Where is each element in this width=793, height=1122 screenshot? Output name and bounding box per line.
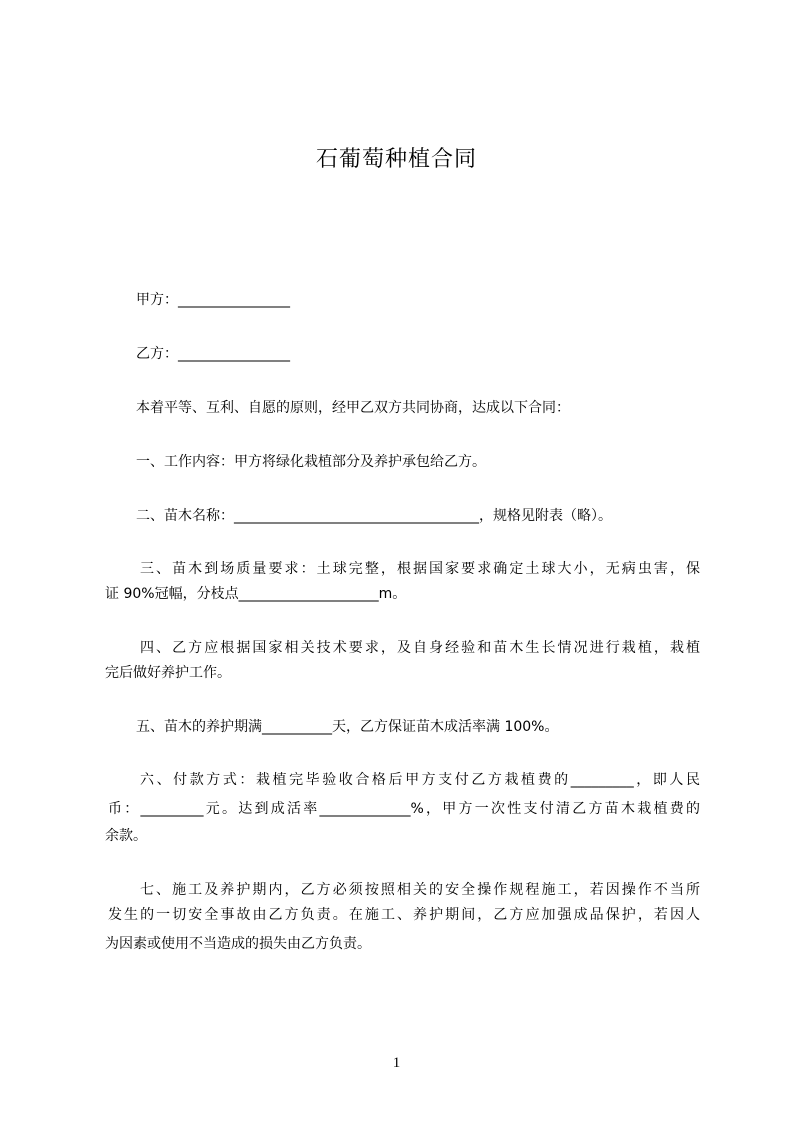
page-number: 1: [392, 1055, 401, 1071]
clause-7-line-3: 为因素或使用不当造成的损失由乙方负责。: [105, 936, 371, 952]
clause-4-line-2: 完后做好养护工作。: [105, 665, 231, 681]
clause-7-line-1: 七、施工及养护期内，乙方必须按照相关的安全操作规程施工，若因操作不当所: [140, 882, 700, 898]
clause-7-line-2: 发生的一切安全事故由乙方负责。在施工、养护期间，乙方应加强成品保护，若因人: [108, 907, 700, 923]
clause-3-line-1: 三、苗木到场质量要求：土球完整，根据国家要求确定土球大小，无病虫害，保: [140, 561, 700, 577]
clause-5: 五、苗木的养护期满__________天，乙方保证苗木成活率满 100%。: [136, 719, 559, 735]
clause-4-line-1: 四、乙方应根据国家相关技术要求，及自身经验和苗木生长情况进行栽植，栽植: [140, 640, 700, 656]
document-title: 石葡萄种植合同: [315, 147, 477, 172]
clause-6-line-2: 币：_________元。达到成活率_____________%，甲方一次性支付清乙方苗木栽植费的: [108, 801, 700, 817]
party-b-line: 乙方：________________: [136, 346, 290, 362]
preamble-paragraph: 本着平等、互利、自愿的原则，经甲乙双方共同协商，达成以下合同：: [136, 400, 570, 416]
clause-6-line-3: 余款。: [105, 828, 147, 844]
clause-1: 一、工作内容：甲方将绿化栽植部分及养护承包给乙方。: [136, 454, 486, 470]
party-a-line: 甲方：________________: [136, 292, 290, 308]
clause-6-line-1: 六、付款方式：栽植完毕验收合格后甲方支付乙方栽植费的_________，即人民: [140, 772, 700, 788]
clause-2: 二、苗木名称：___________________________________，规格见附表（略）。: [136, 508, 612, 524]
clause-3-line-2: 证 90%冠幅，分枝点____________________m。: [105, 586, 407, 602]
